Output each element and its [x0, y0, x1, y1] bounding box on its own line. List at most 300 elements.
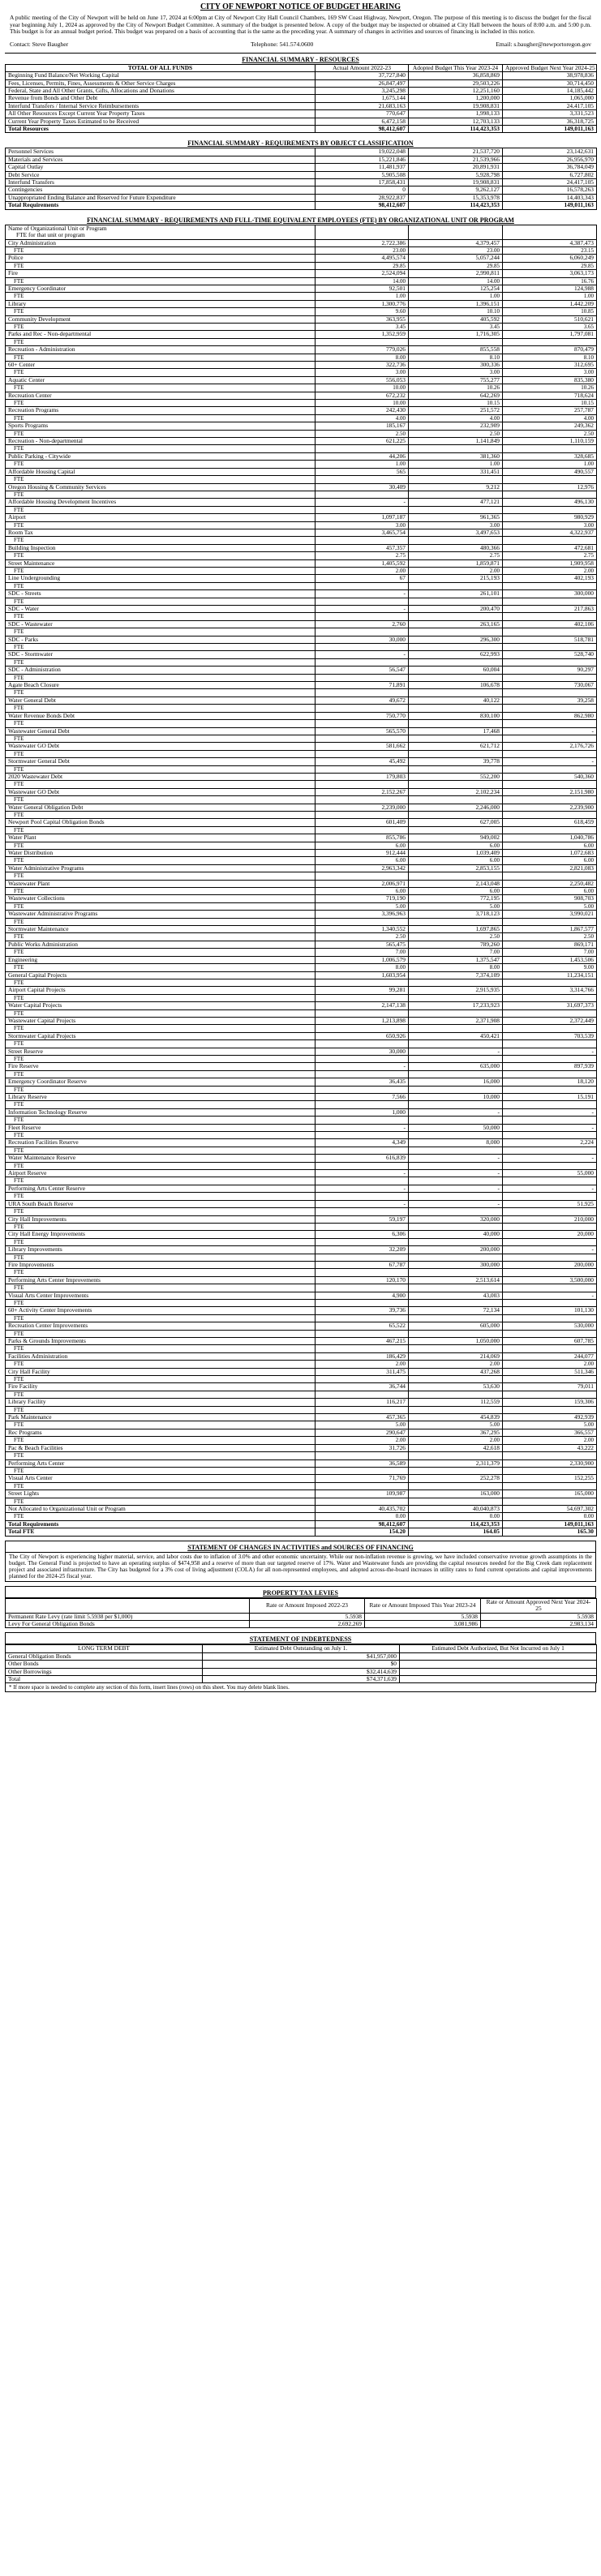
org-unit-row [6, 956, 597, 963]
org-unit-v3: 980,929 [503, 514, 597, 521]
org-unit-fte-row [6, 674, 597, 681]
org-unit-v3: 1,453,506 [503, 956, 597, 963]
org-unit-v2: 50,000 [409, 1124, 503, 1131]
org-unit-v3: 870,479 [503, 346, 597, 354]
org-unit-fte-row [6, 872, 597, 880]
org-unit-f1 [316, 628, 409, 636]
org-unit-v2: 1,697,865 [409, 926, 503, 933]
org-unit-v1: 4,349 [316, 1139, 409, 1147]
org-unit-fte-row [6, 781, 597, 788]
org-unit-f3 [503, 1117, 597, 1124]
org-unit-fte-label: FTE [6, 1361, 316, 1368]
org-unit-row [6, 1459, 597, 1467]
org-unit-v1: 779,026 [316, 346, 409, 354]
org-unit-v2: 263,165 [409, 620, 503, 628]
org-unit-fte-label: FTE [6, 826, 316, 834]
org-unit-f3 [503, 1299, 597, 1306]
org-unit-f3 [503, 658, 597, 666]
org-unit-row [6, 758, 597, 765]
org-unit-f2 [409, 1452, 503, 1459]
org-unit-v3: 328,685 [503, 452, 597, 460]
org-unit-v2: 163,000 [409, 1490, 503, 1498]
resources-row [6, 102, 597, 109]
org-unit-f2: 6.00 [409, 888, 503, 895]
org-unit-row [6, 239, 597, 246]
org-unit-f3: 10.26 [503, 384, 597, 392]
org-unit-v2: 43,003 [409, 1292, 503, 1299]
org-unit-v1: 49,672 [316, 697, 409, 704]
org-unit-f3 [503, 872, 597, 880]
org-unit-f3 [503, 1177, 597, 1185]
org-unit-label: Water General Obligation Debt [6, 804, 316, 811]
org-unit-f3 [503, 1452, 597, 1459]
requirements-total-label: Total Requirements [6, 202, 316, 209]
requirements-total-row [6, 202, 597, 209]
org-unit-v1: 290,647 [316, 1429, 409, 1436]
org-unit-v3: - [503, 1246, 597, 1254]
org-unit-v3: 55,000 [503, 1170, 597, 1177]
org-unit-v1: 65,522 [316, 1322, 409, 1330]
org-unit-fte-row [6, 1482, 597, 1489]
org-unit-f1 [316, 872, 409, 880]
org-unit-fte-label: FTE [6, 613, 316, 620]
org-total-v2: 114,423,353 [409, 1520, 503, 1528]
org-unit-row [6, 392, 597, 399]
org-unit-col-name: Name of Organizational Unit or Program [8, 225, 107, 232]
org-unit-label: Stormwater General Debt [6, 758, 316, 765]
org-unit-fte-row [6, 1452, 597, 1459]
indebtedness-body [6, 1652, 597, 1683]
org-unit-f2 [409, 1162, 503, 1169]
org-unit-f3: 3.00 [503, 369, 597, 376]
org-unit-v2: 454,839 [409, 1414, 503, 1421]
indebtedness-header-row [6, 1645, 597, 1652]
indebtedness-v1: $41,957,000 [203, 1652, 400, 1660]
org-unit-v3: 1,072,683 [503, 850, 597, 857]
org-unit-fte-label: FTE [6, 1147, 316, 1154]
org-unit-row [6, 1475, 597, 1482]
org-unit-fte-label: FTE [6, 1513, 316, 1520]
org-unit-f1 [316, 491, 409, 498]
org-unit-f2 [409, 628, 503, 636]
org-unit-v2: 1,039,409 [409, 850, 503, 857]
org-unit-fte-label: FTE [6, 1086, 316, 1093]
changes-text: The City of Newport is experiencing higher material, service, and labor costs due to inflation of 3.0% and other economic uncertainty. While our non-inflation revenue is growing, we have included conservative revenue growth assumptions in the budget. The General Fund is projected to have an operating surplus of $474,958 and a reserve of more than our targeted reserve of 17%. Water and Wastewater funds are providing the capital resources needed for the Big Creek dam replacement project and associated infrastructure. The City has budgeted for a 3% cost of living adjustment (COLA) for all non-represented employees, and adopted across-the-board increases in utility rates to fund current operations and capital improvements planned for the 2024-25 fiscal year. [5, 1553, 596, 1582]
org-unit-f1: 2.00 [316, 567, 409, 574]
resources-row [6, 110, 597, 118]
org-unit-label: Water Administrative Programs [6, 864, 316, 872]
org-unit-fte-row [6, 857, 597, 864]
org-unit-v3: 540,360 [503, 773, 597, 780]
org-unit-v1: - [316, 1200, 409, 1207]
org-unit-f2 [409, 979, 503, 986]
org-unit-fte-label: FTE [6, 461, 316, 468]
org-unit-fte-label: FTE [6, 644, 316, 651]
org-unit-v3: 718,624 [503, 392, 597, 399]
org-unit-row [6, 1505, 597, 1512]
org-unit-f3: 1.00 [503, 293, 597, 300]
org-unit-v1: 322,736 [316, 362, 409, 369]
indebtedness-row [6, 1676, 597, 1683]
org-unit-row [6, 864, 597, 872]
org-unit-v2: 642,269 [409, 392, 503, 399]
org-unit-row [6, 499, 597, 506]
org-unit-v2: 2,143,048 [409, 880, 503, 887]
org-unit-f1 [316, 1284, 409, 1292]
org-unit-row [6, 1292, 597, 1299]
org-unit-fte-label: FTE [6, 1299, 316, 1306]
org-unit-fte-row [6, 628, 597, 636]
org-unit-v3: 39,258 [503, 697, 597, 704]
org-unit-v2: 200,470 [409, 606, 503, 613]
org-unit-fte-row [6, 1101, 597, 1108]
org-unit-f1 [316, 1193, 409, 1200]
org-unit-f2 [409, 445, 503, 452]
org-unit-fte-row [6, 796, 597, 804]
requirements-row [6, 186, 597, 194]
org-unit-f2 [409, 1009, 503, 1017]
org-unit-row [6, 606, 597, 613]
org-unit-fte-row [6, 1437, 597, 1444]
org-unit-v1: 363,955 [316, 315, 409, 323]
org-unit-v3: 510,621 [503, 315, 597, 323]
org-unit-v1: 92,501 [316, 285, 409, 292]
org-unit-v2: 200,000 [409, 1246, 503, 1254]
org-unit-f2 [409, 1208, 503, 1215]
org-unit-row [6, 346, 597, 354]
org-unit-f1 [316, 1376, 409, 1383]
org-unit-fte-row [6, 430, 597, 437]
org-unit-v3: 2,330,900 [503, 1459, 597, 1467]
org-unit-fte-label: FTE [6, 246, 316, 254]
org-unit-v2: 10,000 [409, 1094, 503, 1101]
org-unit-fte-row [6, 1284, 597, 1292]
org-unit-v3: 4,322,937 [503, 529, 597, 536]
org-unit-fte-label: FTE [6, 872, 316, 880]
org-unit-fte-label: FTE [6, 308, 316, 315]
org-unit-v3: 1,442,209 [503, 300, 597, 307]
org-unit-f1 [316, 735, 409, 742]
org-unit-fte-row [6, 888, 597, 895]
org-unit-f3 [503, 1162, 597, 1169]
org-unit-row [6, 987, 597, 994]
org-unit-f2 [409, 1132, 503, 1139]
requirements-v1: 17,858,431 [316, 179, 409, 186]
org-unit-v3: - [503, 1155, 597, 1162]
org-unit-f3: 2.50 [503, 430, 597, 437]
org-unit-f1: 3.45 [316, 323, 409, 330]
requirements-v1: 0 [316, 186, 409, 194]
org-unit-f2: 7.00 [409, 949, 503, 956]
org-unit-f3 [503, 994, 597, 1001]
org-unit-v2: 3,497,653 [409, 529, 503, 536]
org-unit-f3 [503, 1009, 597, 1017]
org-unit-v2: 40,040,873 [409, 1505, 503, 1512]
org-unit-v1: - [316, 499, 409, 506]
org-unit-row [6, 559, 597, 567]
org-unit-v2: 251,572 [409, 407, 503, 414]
org-unit-label: Aquatic Center [6, 376, 316, 384]
org-unit-f2: 2.50 [409, 933, 503, 941]
org-unit-row [6, 362, 597, 369]
org-unit-fte-label: FTE [6, 902, 316, 910]
requirements-v2: 15,353,978 [409, 194, 503, 201]
org-unit-v2: 8,000 [409, 1139, 503, 1147]
org-unit-f3: 5.00 [503, 1421, 597, 1429]
org-unit-fte-label: FTE [6, 658, 316, 666]
org-unit-v3: 2,151,980 [503, 788, 597, 795]
org-unit-v3: 908,703 [503, 895, 597, 902]
org-unit-v3: 300,000 [503, 590, 597, 598]
resources-table [5, 64, 597, 134]
org-unit-v3: 518,781 [503, 636, 597, 643]
org-unit-row [6, 1139, 597, 1147]
org-unit-v1: 39,736 [316, 1307, 409, 1314]
org-unit-label: Wastewater GO Debt [6, 743, 316, 750]
org-unit-v2: 106,678 [409, 682, 503, 689]
indebtedness-row [6, 1652, 597, 1660]
org-unit-v1: 556,053 [316, 376, 409, 384]
org-unit-label: 60+ Activity Center Improvements [6, 1307, 316, 1314]
org-unit-f1 [316, 537, 409, 544]
org-unit-f1 [316, 1025, 409, 1032]
org-unit-v2: 300,000 [409, 1261, 503, 1268]
org-unit-label: Police [6, 255, 316, 262]
org-unit-fte-label: FTE [6, 1330, 316, 1337]
org-unit-label: Airport Capital Projects [6, 987, 316, 994]
org-unit-f2: 5.00 [409, 1421, 503, 1429]
indebtedness-col1: Estimated Debt Outstanding on July 1. [203, 1645, 400, 1652]
org-unit-f1: 23.00 [316, 246, 409, 254]
org-unit-row [6, 880, 597, 887]
org-unit-f2: 3.00 [409, 521, 503, 529]
org-unit-v3: 124,988 [503, 285, 597, 292]
org-unit-row [6, 1124, 597, 1131]
org-unit-row [6, 1231, 597, 1238]
org-unit-row [6, 1094, 597, 1101]
org-unit-f1 [316, 598, 409, 605]
org-unit-fte-label: FTE [6, 1101, 316, 1108]
org-unit-v2: 2,853,155 [409, 864, 503, 872]
org-unit-f1 [316, 979, 409, 986]
requirements-v2: 21,537,720 [409, 148, 503, 156]
org-unit-f1: 3.00 [316, 521, 409, 529]
org-unit-row [6, 1246, 597, 1254]
indebtedness-label: General Obligation Bonds [6, 1652, 203, 1660]
requirements-row [6, 194, 597, 201]
org-unit-label: Visual Arts Center Improvements [6, 1292, 316, 1299]
org-unit-fte-label: FTE [6, 506, 316, 513]
org-unit-v1: 67 [316, 575, 409, 582]
org-unit-f2: 2.50 [409, 430, 503, 437]
org-unit-v1: 855,786 [316, 834, 409, 842]
org-unit-fte-label: FTE [6, 476, 316, 483]
org-unit-f1 [316, 1482, 409, 1489]
requirements-row [6, 148, 597, 156]
org-unit-fte-header: FTE for that unit or program [16, 231, 85, 239]
resources-label: All Other Resources Except Current Year Property Taxes [6, 110, 316, 118]
org-unit-fte-label: FTE [6, 689, 316, 697]
property-tax-v3: 2,983,134 [481, 1620, 597, 1627]
org-unit-f1 [316, 1452, 409, 1459]
org-unit-f3 [503, 445, 597, 452]
org-unit-label: Park Maintenance [6, 1414, 316, 1421]
org-unit-label: Stormwater Maintenance [6, 926, 316, 933]
org-unit-f3 [503, 735, 597, 742]
org-unit-f3: 6.00 [503, 888, 597, 895]
org-unit-fte-label: FTE [6, 537, 316, 544]
org-unit-v1: 186,429 [316, 1352, 409, 1360]
org-unit-row [6, 1155, 597, 1162]
resources-row [6, 95, 597, 102]
org-unit-f2 [409, 994, 503, 1001]
org-unit-f2 [409, 1040, 503, 1048]
org-unit-v3: - [503, 1124, 597, 1131]
org-unit-v1: 2,760 [316, 620, 409, 628]
org-unit-f1: 1.00 [316, 461, 409, 468]
org-unit-row [6, 1322, 597, 1330]
org-unit-fte-label: FTE [6, 857, 316, 864]
org-unit-f2: 2.00 [409, 567, 503, 574]
org-unit-row [6, 926, 597, 933]
org-unit-fte-row [6, 1513, 597, 1520]
org-unit-f2 [409, 735, 503, 742]
org-unit-f1: 9.60 [316, 308, 409, 315]
org-unit-f2: 1.00 [409, 293, 503, 300]
org-unit-header-blank-3 [503, 225, 597, 239]
org-unit-v2: 450,421 [409, 1032, 503, 1039]
org-unit-row [6, 1108, 597, 1116]
org-unit-label: Not Allocated to Organizational Unit or Program [6, 1505, 316, 1512]
resources-label: Fees, Licenses, Permits, Fines, Assessments & Other Service Charges [6, 79, 316, 87]
org-unit-fte-label: FTE [6, 1055, 316, 1062]
org-unit-f2 [409, 598, 503, 605]
org-unit-label: SDC - Streets [6, 590, 316, 598]
requirements-total-v2: 114,423,353 [409, 202, 503, 209]
org-unit-fte-label: FTE [6, 1269, 316, 1276]
resources-v3: 38,978,836 [503, 72, 597, 79]
org-unit-fte-row [6, 1040, 597, 1048]
org-unit-row [6, 1429, 597, 1436]
org-unit-f2: 23.00 [409, 246, 503, 254]
org-unit-f3 [503, 1482, 597, 1489]
requirements-v1: 15,221,846 [316, 156, 409, 163]
org-unit-v3: 3,990,021 [503, 911, 597, 918]
org-unit-v1: 30,000 [316, 636, 409, 643]
org-unit-v2: 125,254 [409, 285, 503, 292]
org-unit-fte-row [6, 1177, 597, 1185]
requirements-v3: 36,784,049 [503, 164, 597, 171]
contact-name: Contact: Steve Baugher [10, 40, 69, 48]
org-unit-v1: 32,209 [316, 1246, 409, 1254]
org-unit-f3: 10.85 [503, 308, 597, 315]
org-unit-fte-row [6, 323, 597, 330]
org-unit-fte-label: FTE [6, 1345, 316, 1352]
org-unit-f3: 23.15 [503, 246, 597, 254]
requirements-v3: 23,142,631 [503, 148, 597, 156]
org-unit-v3: 2,372,449 [503, 1017, 597, 1024]
org-unit-label: Water Distribution [6, 850, 316, 857]
org-unit-v1: 71,891 [316, 682, 409, 689]
org-unit-label: Rec Programs [6, 1429, 316, 1436]
org-unit-f3: 3.00 [503, 521, 597, 529]
org-unit-v2: 214,069 [409, 1352, 503, 1360]
org-unit-v1: - [316, 606, 409, 613]
requirements-label: Capital Outlay [6, 164, 316, 171]
org-unit-f1 [316, 750, 409, 757]
org-unit-v1: 6,306 [316, 1231, 409, 1238]
org-unit-v2: 42,618 [409, 1444, 503, 1451]
org-unit-row [6, 895, 597, 902]
org-unit-row [6, 514, 597, 521]
org-unit-label: Oregon Housing & Community Services [6, 483, 316, 491]
resources-v1: 3,245,298 [316, 88, 409, 95]
org-unit-f3: 16.76 [503, 277, 597, 285]
org-unit-f1 [316, 1254, 409, 1261]
org-unit-f3 [503, 613, 597, 620]
org-unit-f3 [503, 979, 597, 986]
property-tax-v1: 5.5938 [250, 1613, 365, 1620]
resources-v1: 21,683,163 [316, 102, 409, 109]
org-unit-f1 [316, 1223, 409, 1230]
org-total-row [6, 1520, 597, 1528]
org-unit-v1: 1,405,592 [316, 559, 409, 567]
org-unit-v1: 1,097,187 [316, 514, 409, 521]
org-unit-v2: 855,558 [409, 346, 503, 354]
org-unit-f1: 6.00 [316, 842, 409, 849]
org-unit-fte-label: FTE [6, 491, 316, 498]
org-unit-f3 [503, 1284, 597, 1292]
org-unit-fte-row [6, 277, 597, 285]
org-unit-f2 [409, 705, 503, 712]
org-unit-f3 [503, 689, 597, 697]
org-unit-v3: - [503, 1292, 597, 1299]
org-unit-v1: 56,547 [316, 667, 409, 674]
resources-v3: 1,065,000 [503, 95, 597, 102]
org-unit-v3: 165,000 [503, 1490, 597, 1498]
org-unit-v3: 20,000 [503, 1231, 597, 1238]
org-unit-v1: 2,147,138 [316, 1002, 409, 1009]
org-unit-col-label [6, 225, 316, 239]
org-unit-v1: 36,744 [316, 1383, 409, 1391]
org-unit-label: Water Revenue Bonds Debt [6, 712, 316, 719]
org-unit-f2 [409, 1117, 503, 1124]
org-total-fte-v2: 164.05 [409, 1528, 503, 1536]
requirements-v2: 20,891,931 [409, 164, 503, 171]
property-tax-col1: Rate or Amount Imposed 2022-23 [250, 1598, 365, 1613]
org-unit-f2 [409, 826, 503, 834]
org-unit-fte-row [6, 537, 597, 544]
property-tax-col2: Rate or Amount Imposed This Year 2023-24 [365, 1598, 481, 1613]
org-unit-fte-row [6, 1376, 597, 1383]
org-unit-f1 [316, 506, 409, 513]
org-unit-row [6, 682, 597, 689]
org-unit-row [6, 941, 597, 948]
org-unit-label: Recreation Programs [6, 407, 316, 414]
requirements-v2: 19,908,831 [409, 179, 503, 186]
org-unit-fte-row [6, 1345, 597, 1352]
org-unit-label: Airport Reserve [6, 1170, 316, 1177]
org-unit-label: Performing Arts Center Reserve [6, 1185, 316, 1192]
org-unit-v3: 3,063,173 [503, 270, 597, 277]
org-unit-v2: 2,915,935 [409, 987, 503, 994]
org-unit-label: Agate Beach Closure [6, 682, 316, 689]
org-unit-f3 [503, 750, 597, 757]
org-unit-v3: 79,011 [503, 1383, 597, 1391]
org-unit-v2: 2,371,908 [409, 1017, 503, 1024]
org-unit-v1: 2,963,342 [316, 864, 409, 872]
org-unit-v2: 627,005 [409, 819, 503, 826]
